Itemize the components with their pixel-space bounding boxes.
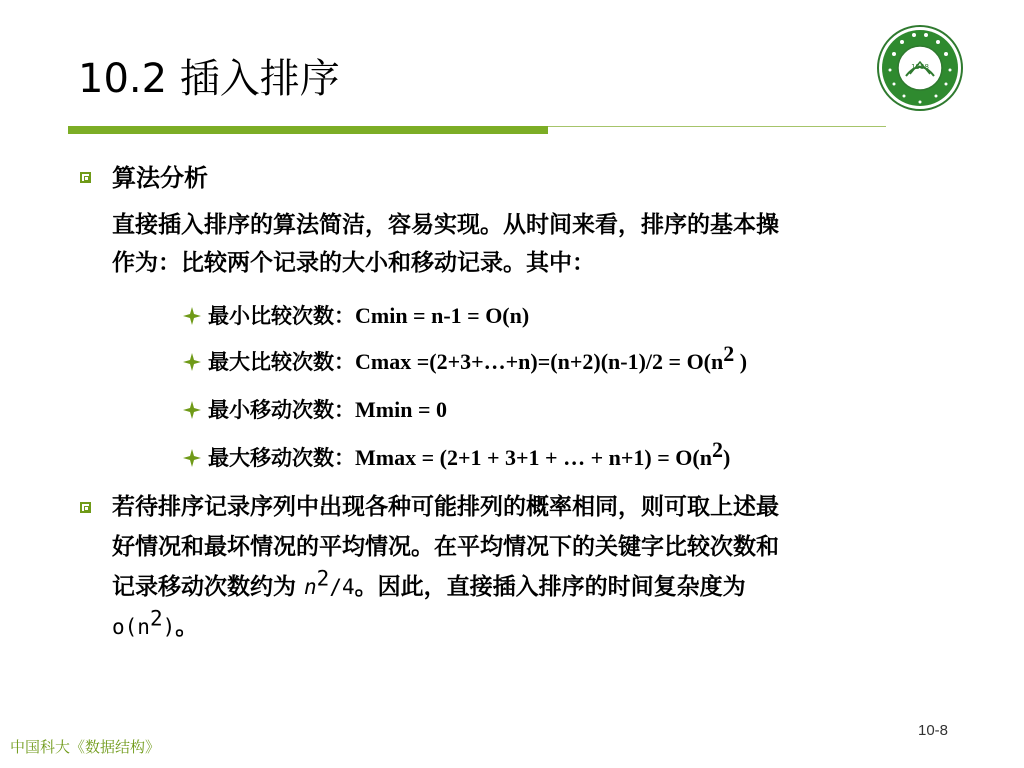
square-bullet-icon [80,172,91,183]
item-formula: Cmax =(2+3+…+n)=(n+2)(n-1)/2 = O(n [355,349,724,374]
logo-year: 1958 [911,63,929,71]
item-formula: Cmin = n-1 = O(n) [355,303,530,328]
formula-divisor: /4 [329,575,355,599]
item-formula-tail: ) [734,349,748,374]
list-item [208,395,447,425]
item-superscript: 2 [723,341,735,366]
conclusion-line-3 [112,566,746,604]
intro-line-1: 直接插入排序的算法简洁，容易实现。从时间来看，排序的基本操 [112,211,779,238]
four-point-star-icon [182,306,202,326]
page-title: 10.2 插入排序 [78,56,340,102]
university-logo [876,24,964,112]
conclusion-line-4 [112,606,199,644]
item-formula: Mmin = 0 [355,397,447,422]
item-formula-tail: ) [722,445,731,470]
item-label: 最小移动次数： [208,398,355,422]
complexity-formula: o(n [112,615,150,639]
formula-n: n [304,575,317,599]
list-item [208,301,529,331]
conclusion-line-3-text: 记录移动次数约为 [112,573,305,600]
conclusion-line-2: 好情况和最坏情况的平均情况。在平均情况下的关键字比较次数和 [112,533,779,560]
item-formula: Mmax = (2+1 + 3+1 + … + n+1) = O(n [355,445,712,470]
intro-line-2: 作为：比较两个记录的大小和移动记录。其中： [112,249,595,276]
footer-course-name: 中国科大《数据结构》 [10,738,161,756]
complexity-formula-close: ) [162,615,176,639]
section-heading: 算法分析 [112,163,208,192]
four-point-star-icon [182,400,202,420]
page-number: 10-8 [918,722,949,739]
conclusion-line-4-end: 。 [175,613,199,640]
list-item [208,341,748,377]
item-label: 最小比较次数： [208,304,355,328]
four-point-star-icon [182,352,202,372]
four-point-star-icon [182,448,202,468]
item-label: 最大移动次数： [208,446,355,470]
list-item [208,437,731,473]
conclusion-line-3-end: 。因此，直接插入排序的时间复杂度为 [354,573,746,600]
item-label: 最大比较次数： [208,350,355,374]
conclusion-line-1: 若待排序记录序列中出现各种可能排列的概率相同，则可取上述最 [112,493,779,520]
title-divider-bar [68,126,548,134]
item-superscript: 2 [711,437,723,462]
formula-superscript: 2 [316,566,330,591]
square-bullet-icon [80,502,91,513]
complexity-superscript: 2 [149,606,163,631]
